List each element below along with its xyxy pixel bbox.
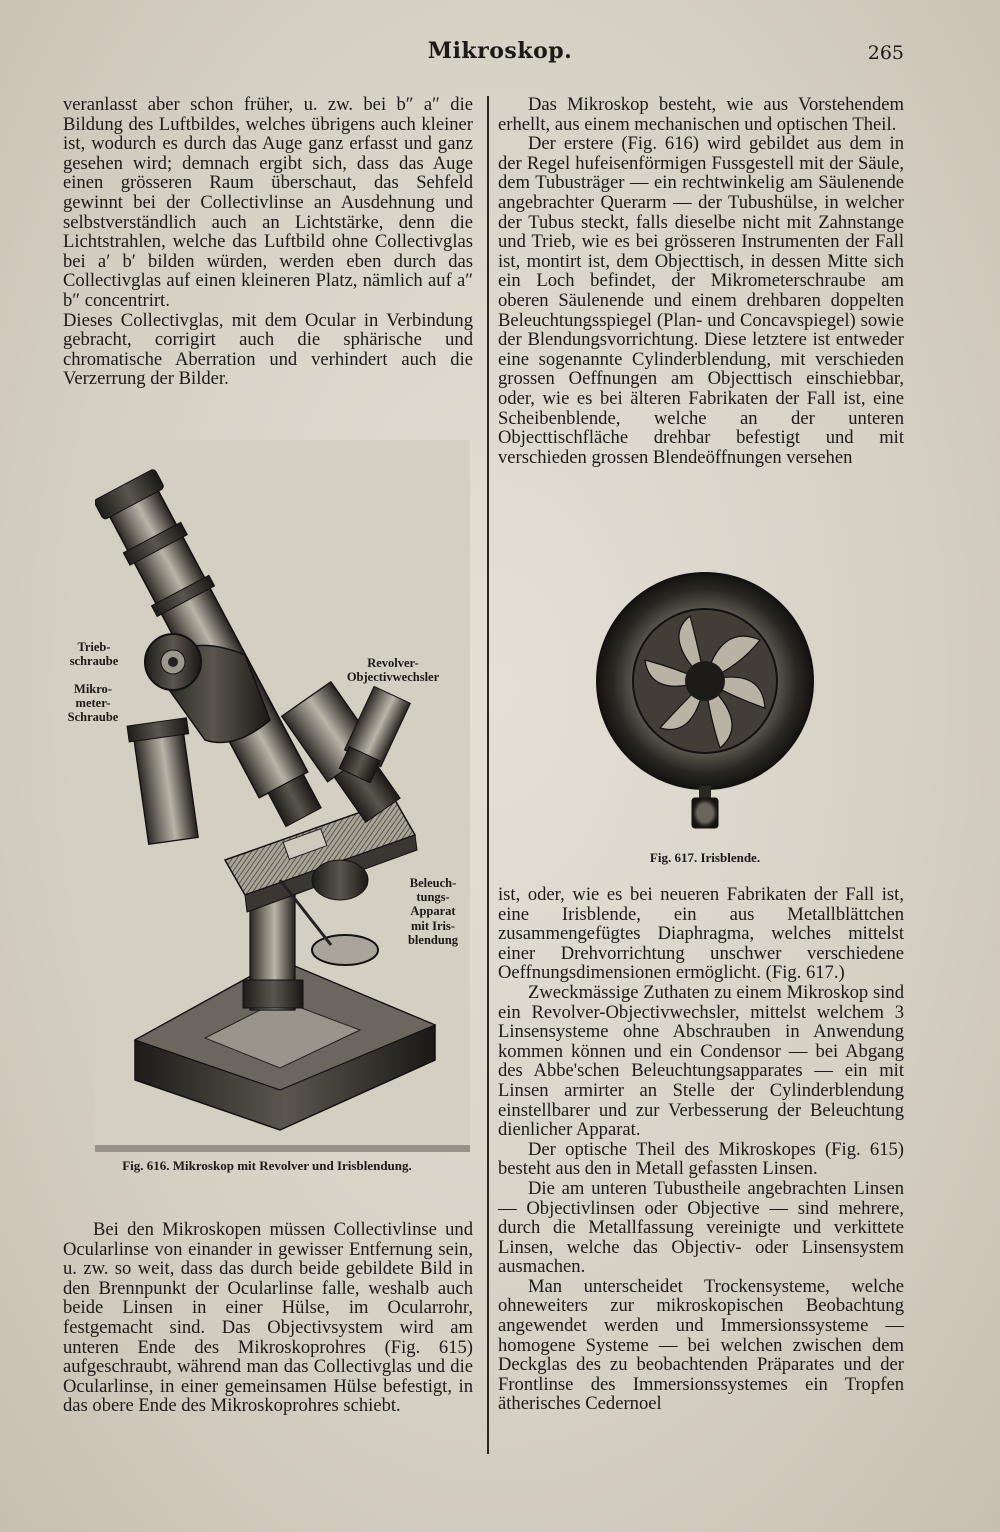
paragraph: Man unterscheidet Trockensysteme, welche ohneweiters zur mikroskopischen Beobachtung angewendet werden und Immersionssysteme — homogene Systeme — bei welchen zwischen dem Deckglas des zu beobachtenden Präparates und der Frontlinse des Immersionssystemes ein Tropfen ätherisches Cedernoel (498, 1275, 904, 1415)
paragraph: veranlasst aber schon früher, u. zw. bei b″ a″ die Bildung des Luftbildes, welches übrigens auch kleiner ist, wodurch es durch das Auge ganz erfasst und ganz gesehen wird; demnach ergibt sich, dass das Auge einen grösseren Raum überschaut, das Sehfeld gewinnt bei der Collectivlinse an Ausdehnung und selbstverständlich auch an Lichtstärke, denn die Lichtstrahlen, welche das Luftbild ohne Collectivglas bei a′ b′ bilden würden, werden eben durch das Collectivglas auf einen kleineren Platz, nämlich auf a″ b″ concentrirt. (63, 94, 473, 311)
microscope-illustration (95, 440, 470, 1152)
right-column-bottom (498, 885, 904, 1414)
label-triebschraube: Trieb- schraube (69, 640, 119, 669)
right-column-top (498, 95, 904, 467)
page-number: 265 (867, 42, 904, 64)
paragraph: Dieses Collectivglas, mit dem Ocular in Verbindung gebracht, corrigirt auch die sphärische und chromatische Aberration und verhindert auch die Verzerrung der Bilder. (63, 309, 473, 390)
running-title: Mikroskop. (427, 38, 573, 64)
label-mikrometerschraube: Mikro- meter- Schraube (67, 682, 119, 725)
paragraph: Der optische Theil des Mikroskopes (Fig. 615) besteht aus den in Metall gefassten Linsen. (498, 1138, 904, 1180)
label-revolver: Revolver- Objectivwechsler (346, 656, 440, 685)
column-divider (487, 96, 489, 1454)
paragraph: Zweckmässige Zuthaten zu einem Mikroskop sind ein Revolver-Objectivwechsler, mittelst welchem 3 Linsensysteme ohne Abschrauben in Anwendung kommen können und ein Condensor — bei Abgang des Abbe'schen Beleuchtungsapparates — ein mit Linsen armirter an Stelle der Cylinderblendung einstellbarer und zur Verbesserung der Beleuchtung dienlicher Apparat. (498, 981, 904, 1141)
paragraph: Der erstere (Fig. 616) wird gebildet aus dem in der Regel hufeisenförmigen Fussgestell mit der Säule, dem Tubusträger — ein rechtwinkelig am Säulenende angebrachter Querarm — der Tubushülse, in welcher der Tubus steckt, falls dieselbe nicht mit Zahnstange und Trieb, wie es bei grösseren Instrumenten der Fall ist, montirt ist, dem Objecttisch, in dessen Mitte sich ein Loch befindet, der Mikrometerschraube am oberen Säulenende und einem drehbaren doppelten Beleuchtungsspiegel (Plan- und Concavspiegel) sowie der Blendungsvorrichtung. Diese letztere ist entweder eine sogenannte Cylinderblendung, mit verschieden grossen Oeffnungen am Objecttisch einschiebbar, oder, wie es bei älteren Fabrikaten der Fall ist, eine Scheibenblende, welche an der unteren Objecttischfläche drehbar befestigt und mit verschieden grossen Blendeöffnungen versehen (498, 133, 904, 468)
paragraph: Bei den Mikroskopen müssen Collectivlinse und Ocularlinse von einander in gewisser Entfernung sein, u. zw. so weit, dass das durch beide gebildete Bild in den Brennpunkt der Ocularlinse falle, weshalb auch beide Linsen in einer Hülse, im Ocularrohr, festgemacht sind. Das Objectivsystem wird am unteren Ende des Mikroskoprohres (Fig. 615) aufgeschraubt, während man das Collectivglas und die Ocularlinse, in einer gemeinsamen Hülse befestigt, in das obere Ende des Mikroskoprohres schiebt. (63, 1219, 473, 1417)
paragraph: ist, oder, wie es bei neueren Fabrikaten der Fall ist, eine Irisblende, ein aus Metallblättchen zusammengefügtes Diaphragma, welches mittelst einer Drehvorrichtung unschwer verschiedene Oeffnungsdimensionen ermöglicht. (Fig. 617.) (498, 884, 904, 984)
paragraph: Das Mikroskop besteht, wie aus Vorstehendem erhellt, aus einem mechanischen und optischen Theil. (498, 94, 904, 135)
figure-617-caption: Fig. 617. Irisblende. (649, 850, 761, 865)
paragraph: Die am unteren Tubustheile angebrachten Linsen — Objectivlinsen oder Objective — sind mehrere, durch die Metallfassung vereinigte und verkittete Linsen, welche das Objectiv- oder Linsensystem ausmachen. (498, 1177, 904, 1278)
figure-616-caption: Fig. 616. Mikroskop mit Revolver und Irisblendung. (122, 1158, 412, 1173)
left-column-top (63, 95, 473, 389)
label-beleuchtung: Beleuch- tungs- Apparat mit Iris- blendung (407, 876, 459, 947)
iris-diaphragm-illustration (590, 568, 820, 836)
left-column-bottom (63, 1220, 473, 1416)
